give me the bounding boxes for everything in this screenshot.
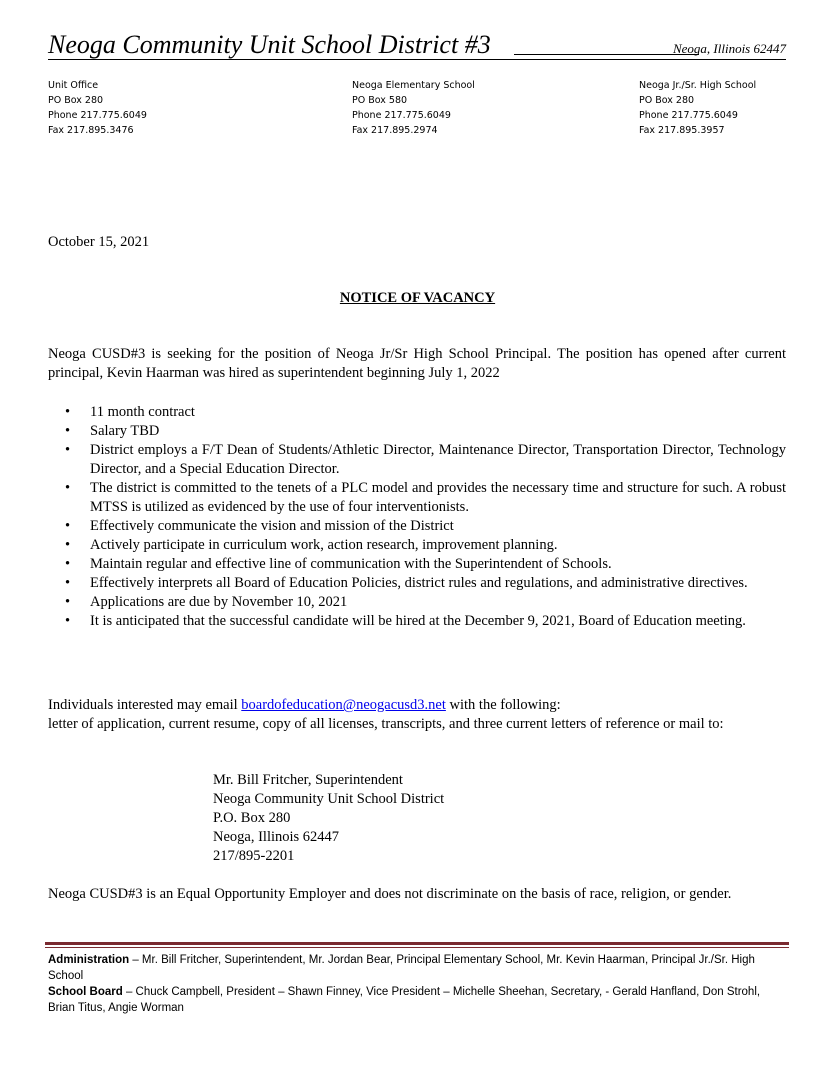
office-phone: Phone 217.775.6049 (639, 110, 738, 121)
district-location: Neoga, Illinois 62447 (672, 41, 786, 56)
bullet-icon: • (65, 556, 71, 572)
address-line: 217/895-2201 (213, 848, 295, 864)
list-item (48, 403, 786, 422)
footer-administration (48, 952, 788, 984)
bullet-icon: • (65, 594, 71, 610)
office-box: PO Box 280 (639, 95, 695, 106)
notice-heading: NOTICE OF VACANCY (339, 290, 496, 306)
title-rule (514, 54, 699, 55)
list-item (48, 555, 786, 574)
office-fax: Fax 217.895.2974 (352, 125, 438, 136)
bullet-icon: • (65, 518, 71, 534)
list-item (48, 593, 786, 612)
contact-text-before: Individuals interested may email (48, 697, 242, 713)
list-item (48, 536, 786, 555)
admin-text: – Mr. Bill Fritcher, Superintendent, Mr. Jordan Bear, Principal Elementary School, Mr. Kevin Haarman, Principal Jr./Sr. High School (48, 954, 755, 982)
list-item (48, 479, 786, 517)
contact-line-2: letter of application, current resume, copy of all licenses, transcripts, and three current letters of reference or mail to: (48, 716, 724, 732)
board-text: – Chuck Campbell, President – Shawn Finney, Vice President – Michelle Sheehan, Secretary, - Gerald Hanfland, Don Strohl, Brian Titus, Angie Worman (48, 986, 761, 1014)
footer-school-board (48, 984, 788, 1016)
office-fax: Fax 217.895.3957 (639, 125, 725, 136)
bullet-icon: • (65, 537, 71, 553)
office-high-school (639, 78, 756, 138)
header-underline (48, 59, 786, 60)
district-title: Neoga Community Unit School District #3 (48, 30, 491, 59)
list-item-text: 11 month contract (90, 404, 195, 420)
list-item-text: Effectively interprets all Board of Education Policies, district rules and regulations, and administrative directives. (90, 575, 748, 591)
office-name: Unit Office (48, 80, 99, 91)
letter-date: October 15, 2021 (48, 234, 150, 250)
contact-text-after: with the following: (445, 697, 561, 713)
requirements-list (48, 403, 786, 631)
address-line: P.O. Box 280 (213, 810, 291, 826)
address-line: Neoga, Illinois 62447 (213, 829, 340, 845)
letterhead (48, 30, 786, 60)
admin-label: Administration (48, 954, 130, 966)
list-item-text: Maintain regular and effective line of communication with the Superintendent of Schools. (90, 556, 612, 572)
office-phone: Phone 217.775.6049 (48, 110, 147, 121)
bullet-icon: • (65, 404, 71, 420)
bullet-icon: • (65, 480, 71, 496)
list-item-text: The district is committed to the tenets of a PLC model and provides the necessary time and structure for such. A robust MTSS is utilized as evidenced by the use of four interventionists. (90, 480, 786, 515)
list-item (48, 441, 786, 479)
office-fax: Fax 217.895.3476 (48, 125, 134, 136)
footer-rule-thin (45, 947, 789, 948)
office-unit (48, 78, 147, 138)
list-item-text: It is anticipated that the successful candidate will be hired at the December 9, 2021, Board of Education meeting. (90, 613, 746, 629)
list-item-text: Salary TBD (90, 423, 160, 439)
bullet-icon: • (65, 423, 71, 439)
list-item (48, 517, 786, 536)
email-link[interactable]: boardofeducation@neogacusd3.net (241, 697, 446, 713)
mailing-address (213, 771, 444, 866)
list-item (48, 612, 786, 631)
list-item (48, 422, 786, 441)
list-item-text: Actively participate in curriculum work, action research, improvement planning. (90, 537, 558, 553)
address-line: Mr. Bill Fritcher, Superintendent (213, 772, 403, 788)
office-elementary (352, 78, 475, 138)
bullet-icon: • (65, 575, 71, 591)
office-box: PO Box 280 (48, 95, 104, 106)
contact-paragraph (48, 696, 786, 734)
office-box: PO Box 580 (352, 95, 408, 106)
footer-rule-thick (45, 942, 789, 945)
eoe-statement: Neoga CUSD#3 is an Equal Opportunity Employer and does not discriminate on the basis of race, religion, or gender. (48, 886, 732, 902)
address-line: Neoga Community Unit School District (213, 791, 445, 807)
bullet-icon: • (65, 442, 71, 458)
list-item-text: District employs a F/T Dean of Students/Athletic Director, Maintenance Director, Transportation Director, Technology Director, and a Special Education Director. (90, 442, 786, 477)
office-phone: Phone 217.775.6049 (352, 110, 451, 121)
office-name: Neoga Jr./Sr. High School (639, 80, 757, 91)
list-item-text: Effectively communicate the vision and mission of the District (90, 518, 454, 534)
list-item (48, 574, 786, 593)
bullet-icon: • (65, 613, 71, 629)
office-name: Neoga Elementary School (352, 80, 475, 91)
intro-paragraph: Neoga CUSD#3 is seeking for the position of Neoga Jr/Sr High School Principal. The position has opened after current principal, Kevin Haarman was hired as superintendent beginning July 1, 2022 (48, 346, 786, 381)
list-item-text: Applications are due by November 10, 2021 (90, 594, 348, 610)
board-label: School Board (48, 986, 123, 998)
contact-line-1 (48, 696, 786, 715)
footer (48, 952, 788, 1016)
